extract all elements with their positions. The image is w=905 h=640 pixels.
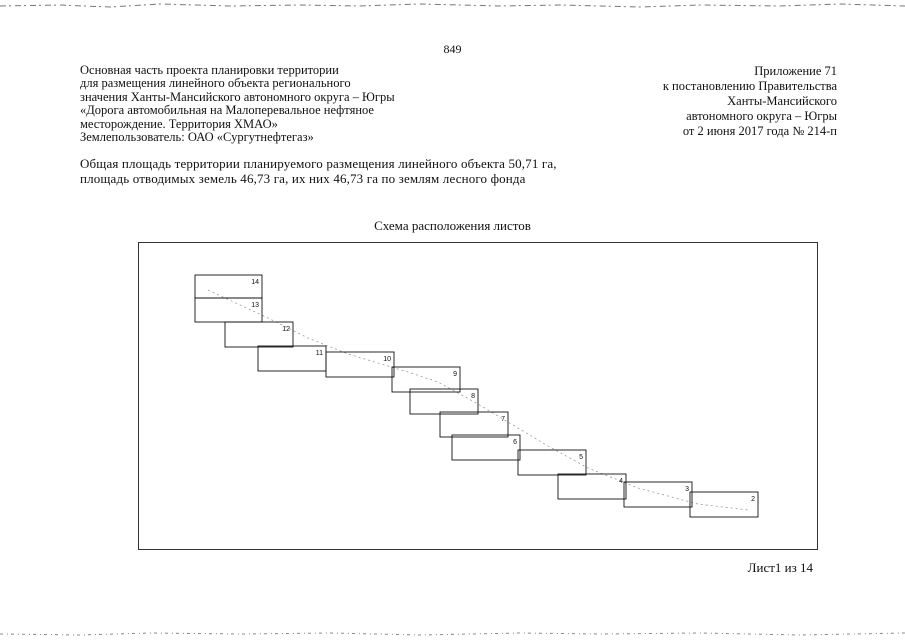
appendix-line: от 2 июня 2017 года № 214-п bbox=[682, 124, 837, 138]
sheet-layout-scheme bbox=[138, 242, 818, 550]
sheet-number-label: 11 bbox=[315, 350, 323, 357]
sheet-number-label: 13 bbox=[251, 302, 259, 309]
project-info-line: значения Ханты-Мансийского автономного округа – Югры bbox=[80, 89, 395, 104]
project-info-line: для размещения линейного объекта регионального bbox=[80, 76, 351, 91]
appendix-line: к постановлению Правительства bbox=[662, 79, 837, 93]
sheet-number-label: 5 bbox=[579, 454, 583, 461]
sheet-box bbox=[410, 389, 478, 414]
scan-edge-top bbox=[0, 0, 905, 10]
sheet-number-label: 6 bbox=[513, 439, 517, 446]
project-info-line: «Дорога автомобильная на Малоперевальное нефтяное bbox=[80, 103, 374, 118]
appendix-line: Приложение 71 bbox=[754, 64, 837, 78]
sheet-number-label: 10 bbox=[383, 356, 391, 363]
appendix-line: Ханты-Мансийского bbox=[727, 94, 837, 108]
sheet-number-label: 2 bbox=[751, 496, 755, 503]
appendix-reference bbox=[577, 64, 837, 139]
sheet-number-label: 3 bbox=[685, 486, 689, 493]
project-info-line: Основная часть проекта планировки территории bbox=[80, 63, 339, 77]
area-summary bbox=[80, 156, 557, 186]
area-summary-line: площадь отводимых земель 46,73 га, их них 46,73 га по землям лесного фонда bbox=[80, 171, 526, 186]
sheet-box bbox=[624, 482, 692, 507]
sheet-number-label: 12 bbox=[282, 326, 290, 333]
area-summary-line: Общая площадь территории планируемого размещения линейного объекта 50,71 га, bbox=[80, 156, 557, 171]
sheet-box bbox=[518, 450, 586, 475]
land-user-line: Землепользователь: ОАО «Сургутнефтегаз» bbox=[80, 130, 314, 145]
sheet-box bbox=[690, 492, 758, 517]
sheet-grid bbox=[195, 275, 758, 517]
scan-edge-bottom bbox=[0, 628, 905, 640]
sheet-box bbox=[452, 435, 520, 460]
sheet-number-label: 4 bbox=[619, 478, 623, 485]
sheet-number-label: 7 bbox=[501, 416, 505, 423]
project-info-line: месторождение. Территория ХМАО» bbox=[80, 116, 278, 131]
sheet-number-label: 14 bbox=[251, 279, 259, 286]
sheet-number-label: 8 bbox=[471, 393, 475, 400]
sheet-box bbox=[558, 474, 626, 499]
scheme-title: Схема расположения листов bbox=[374, 218, 531, 233]
project-info bbox=[80, 64, 460, 144]
sheet-number-label: 9 bbox=[453, 371, 457, 378]
appendix-line: автономного округа – Югры bbox=[686, 109, 837, 123]
sheet-counter: Лист1 из 14 bbox=[747, 560, 813, 575]
page-number: 849 bbox=[443, 42, 462, 56]
